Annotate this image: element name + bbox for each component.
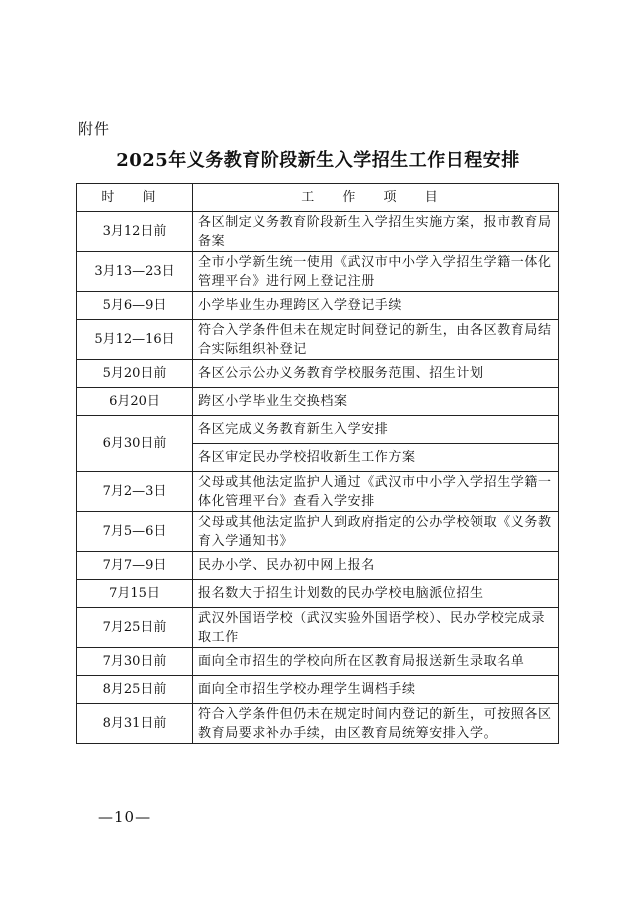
row-date: 6月30日前 <box>77 416 193 472</box>
row-item: 各区公示公办义务教育学校服务范围、招生计划 <box>193 360 559 388</box>
row-date: 5月12—16日 <box>77 320 193 360</box>
table-row <box>77 676 559 704</box>
table-row <box>77 320 559 360</box>
table-header-row <box>77 184 559 212</box>
table-row <box>77 552 559 580</box>
row-date: 5月20日前 <box>77 360 193 388</box>
row-date: 7月7—9日 <box>77 552 193 580</box>
row-date: 7月25日前 <box>77 608 193 648</box>
schedule-table <box>76 183 559 744</box>
row-item: 报名数大于招生计划数的民办学校电脑派位招生 <box>193 580 559 608</box>
row-date: 5月6—9日 <box>77 292 193 320</box>
row-item: 面向全市招生的学校向所在区教育局报送新生录取名单 <box>193 648 559 676</box>
row-date: 8月31日前 <box>77 704 193 744</box>
row-item: 跨区小学毕业生交换档案 <box>193 388 559 416</box>
page-number: —10— <box>98 808 152 826</box>
row-item: 父母或其他法定监护人到政府指定的公办学校领取《义务教育入学通知书》 <box>193 512 559 552</box>
row-item: 小学毕业生办理跨区入学登记手续 <box>193 292 559 320</box>
table-row <box>77 292 559 320</box>
row-item: 面向全市招生学校办理学生调档手续 <box>193 676 559 704</box>
row-date: 3月13—23日 <box>77 252 193 292</box>
annex-label: 附件 <box>78 120 111 138</box>
row-item: 各区完成义务教育新生入学安排 <box>193 416 559 444</box>
row-date: 7月5—6日 <box>77 512 193 552</box>
row-date: 3月12日前 <box>77 212 193 252</box>
row-date: 7月15日 <box>77 580 193 608</box>
row-item: 符合入学条件但未在规定时间登记的新生，由各区教育局结合实际组织补登记 <box>193 320 559 360</box>
table-row <box>77 388 559 416</box>
row-date: 8月25日前 <box>77 676 193 704</box>
row-date: 7月2—3日 <box>77 472 193 512</box>
table-row <box>77 704 559 744</box>
table-row <box>77 580 559 608</box>
row-date: 6月20日 <box>77 388 193 416</box>
table-row <box>77 512 559 552</box>
header-time: 时 间 <box>77 184 193 212</box>
row-item: 父母或其他法定监护人通过《武汉市中小学入学招生学籍一体化管理平台》查看入学安排 <box>193 472 559 512</box>
table-row <box>77 648 559 676</box>
table-row <box>77 416 559 444</box>
row-item: 民办小学、民办初中网上报名 <box>193 552 559 580</box>
table-row <box>77 472 559 512</box>
table-row <box>77 252 559 292</box>
document-title: 2025年义务教育阶段新生入学招生工作日程安排 <box>116 150 520 171</box>
table-row <box>77 360 559 388</box>
table-row <box>77 608 559 648</box>
header-item: 工 作 项 目 <box>193 184 559 212</box>
row-item: 各区审定民办学校招收新生工作方案 <box>193 444 559 472</box>
row-item: 符合入学条件但仍未在规定时间内登记的新生，可按照各区教育局要求补办手续，由区教育局统筹安排入学。 <box>193 704 559 744</box>
row-item: 武汉外国语学校（武汉实验外国语学校）、民办学校完成录取工作 <box>193 608 559 648</box>
row-item: 各区制定义务教育阶段新生入学招生实施方案，报市教育局备案 <box>193 212 559 252</box>
row-date: 7月30日前 <box>77 648 193 676</box>
row-item: 全市小学新生统一使用《武汉市中小学入学招生学籍一体化管理平台》进行网上登记注册 <box>193 252 559 292</box>
table-row <box>77 212 559 252</box>
